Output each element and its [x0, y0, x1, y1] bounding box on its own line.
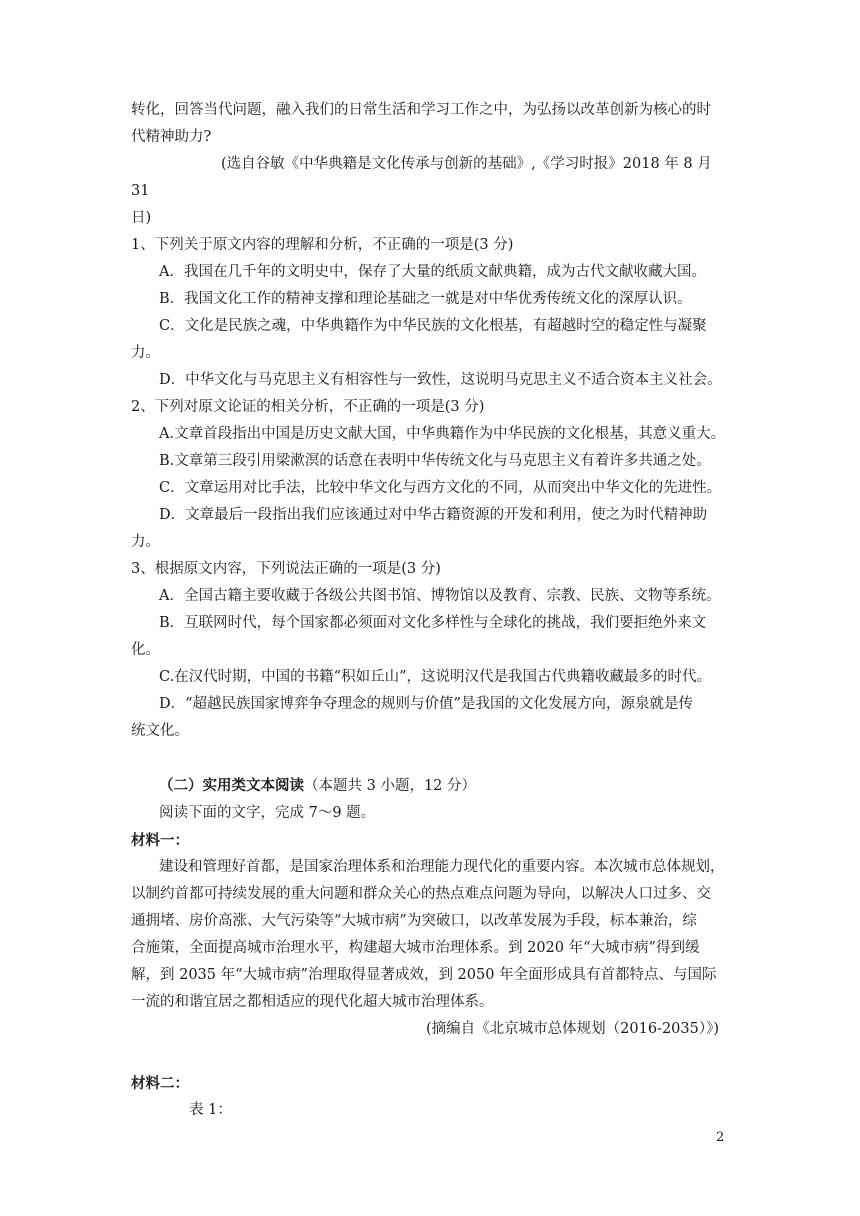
material-1-line-4: 合施策，全面提高城市治理水平，构建超大城市治理体系。到 2020 年“大城市病”得到缓 — [131, 940, 700, 956]
material-1-line-6: 一流的和谐宜居之都相适应的现代化超大城市治理体系。 — [131, 994, 494, 1010]
question-1-option-d: D．中华文化与马克思主义有相容性与一致性，这说明马克思主义不适合资本主义社会。 — [159, 372, 722, 388]
question-2-option-a: A.文章首段指出中国是历史文献大国，中华典籍作为中华民族的文化根基，其意义重大。 — [159, 426, 726, 442]
question-1-option-a: A．我国在几千年的文明史中，保存了大量的纸质文献典籍，成为古代文献收藏大国。 — [159, 264, 706, 280]
section-2-heading — [131, 772, 731, 800]
intro-line-1: 转化，回答当代问题，融入我们的日常生活和学习工作之中，为弘扬以改革创新为核心的时 — [131, 102, 711, 118]
question-1-option-b: B．我国文化工作的精神支撑和理论基础之一就是对中华优秀传统文化的深厚认识。 — [159, 291, 692, 307]
question-1-stem: 1、下列关于原文内容的理解和分析，不正确的一项是(3 分) — [131, 237, 514, 253]
material-1-line-1: 建设和管理好首都，是国家治理体系和治理能力现代化的重要内容。本次城市总体规划， — [159, 859, 725, 875]
question-3-option-b: B．互联网时代，每个国家都必须面对文化多样性与全球化的挑战，我们要拒绝外来文 — [159, 615, 707, 631]
question-2-stem: 2、下列对原文论证的相关分析，不正确的一项是(3 分) — [131, 399, 485, 415]
table-1-caption: 表 1： — [189, 1102, 232, 1118]
question-2-option-c: C．文章运用对比手法，比较中华文化与西方文化的不同，从而突出中华文化的先进性。 — [159, 480, 722, 496]
question-2-option-b: B.文章第三段引用梁漱溟的话意在表明中华传统文化与马克思主义有着许多共通之处。 — [159, 453, 711, 469]
question-3-option-a: A．全国古籍主要收藏于各级公共图书馆、博物馆以及教育、宗教、民族、文物等系统。 — [159, 588, 721, 604]
question-2-option-d: D．文章最后一段指出我们应该通过对中华古籍资源的开发和利用，使之为时代精神助 — [159, 507, 708, 523]
document-page — [131, 97, 731, 1124]
question-3-option-c: C.在汉代时期，中国的书籍“积如丘山”，这说明汉代是我国古代典籍收藏最多的时代。 — [159, 669, 712, 685]
material-1-line-3: 通拥堵、房价高涨、大气污染等“大城市病”为突破口，以改革发展为手段，标本兼治，综 — [131, 913, 697, 929]
question-1-option-c-cont: 力。 — [131, 345, 160, 361]
material-1-label: 材料一： — [131, 832, 189, 849]
material-1-source: (摘编自《北京城市总体规划（2016-2035）》) — [425, 1021, 719, 1037]
question-3-option-b-cont: 化。 — [131, 642, 160, 658]
material-2-label: 材料二： — [131, 1075, 189, 1092]
section-2-instruction: 阅读下面的文字，完成 7～9 题。 — [159, 805, 376, 821]
source-citation-line-2: 日) — [131, 210, 152, 226]
question-3-option-d-cont: 统文化。 — [131, 723, 189, 739]
material-1-line-2: 以制约首都可持续发展的重大问题和群众关心的热点难点问题为导向，以解决人口过多、交 — [131, 886, 711, 902]
page-number: 2 — [716, 1130, 725, 1145]
section-2-title: （二）实用类文本阅读 — [159, 777, 304, 794]
material-1-line-5: 解，到 2035 年“大城市病”治理取得显著成效，到 2050 年全面形成具有首都特点、与国际 — [131, 967, 717, 983]
question-2-option-d-cont: 力。 — [131, 534, 160, 550]
source-citation-line-1: (选自谷敏《中华典籍是文化传承与创新的基础》,《学习时报》2018 年 8 月 31 — [131, 156, 712, 199]
intro-line-2: 代精神助力? — [131, 129, 212, 145]
section-2-note: （本题共 3 小题，12 分） — [304, 778, 477, 794]
question-3-stem: 3、根据原文内容，下列说法正确的一项是(3 分) — [131, 561, 441, 577]
question-1-option-c: C．文化是民族之魂，中华典籍作为中华民族的文化根基，有超越时空的稳定性与凝聚 — [159, 318, 707, 334]
question-3-option-d: D．“超越民族国家博弈争夺理念的规则与价值”是我国的文化发展方向，源泉就是传 — [159, 696, 693, 712]
